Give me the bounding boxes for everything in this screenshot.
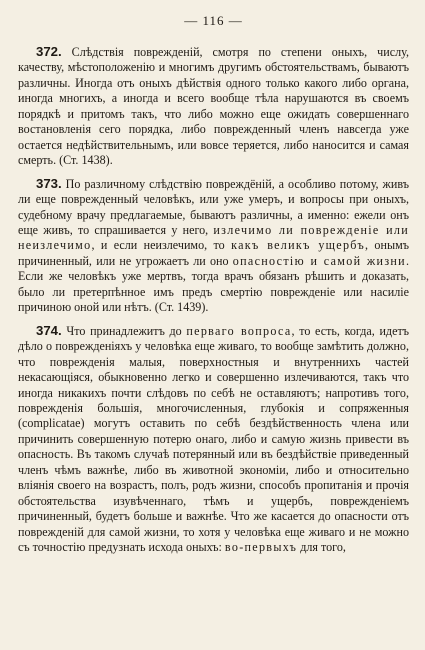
paragraph-text [18, 45, 409, 167]
text-segment: ) могутъ оставить по себѣ бездѣйственность члена или причинить совершенную потерю онаго, либо и самую жизнь привести въ опасность. Въ такомъ случаѣ потерянный или въ бездѣйствіе приведенный членъ чѣмъ важнѣе, либо въ животной экономіи, либо и относительно вліянія своего на возрастъ, полъ, родъ жизни, способъ пропитанія и прочія обстоятельства изувѣченнаго, тѣмъ и ущербъ, поврежденіемъ причиненный, будетъ больше и важнѣе. Что же касается до опасности отъ поврежденій для самой жизни, то хотя у человѣка еще живаго и не можно съ точностію предузнать исхода оныхъ: [18, 416, 409, 555]
text-segment: , и если неизлечимо, то [91, 238, 232, 253]
paragraph-number: 372. [36, 44, 62, 59]
paragraph-text [18, 324, 409, 554]
text-segment: По различному слѣдствію повреждёній, а особливо потому, живъ ли еще поврежденный человѣкъ, или уже умеръ, и вопросы при оныхъ, судебному врачу предлагаемые, бываютъ различны, а именно: ежели онъ еще живъ, то спрашивается у него, [18, 176, 409, 237]
paragraph-number: 373. [36, 175, 62, 191]
paragraph-372 [18, 44, 409, 169]
text-segment: . Если же человѣкъ уже мертвъ, тогда врачъ обязанъ рѣшить и доказать, было ли претерпѣнное имъ предъ смертію поврежденіе или насиліе причиною оной или нѣтъ. (Ст. 1439). [18, 253, 409, 315]
spaced-emphasis-text: опасностію и самой жизни [232, 253, 406, 268]
paragraph-374 [18, 323, 409, 556]
spaced-emphasis-text: излечимо ли поврежденіе или неизлечимо [18, 222, 409, 253]
text-segment: для того, [297, 540, 346, 555]
spaced-emphasis-text: во-первыхъ [224, 540, 298, 555]
text-segment: , онымъ причиненный, или не угрожаетъ ли оно [18, 238, 409, 268]
spaced-emphasis-text: какъ великъ ущербъ [231, 238, 366, 253]
text-segment: Слѣдствія поврежденій, смотря по степени оныхъ, числу, качеству, мѣстоположенію и многимъ другимъ обстоятельствамъ, бываютъ различны. Иногда отъ оныхъ дѣйствія одного только какого либо органа, иногда многихъ, а иногда и всего вообще тѣла нарушаются въ своемъ порядкѣ и притомъ такъ, что либо можно еще ожидать совершеннаго востановленія сего порядка, либо поврежденный членъ навсегда уже остается недѣйствительнымъ, или вовсе теряется, либо наносится и самая смерть. (Ст. 1438). [18, 45, 409, 168]
spaced-emphasis-text: перваго вопроса [186, 323, 292, 338]
paragraph-373 [18, 176, 409, 316]
text-segment: , то есть, когда, идетъ дѣло о поврежденіяхъ у человѣка еще живаго, то вообще замѣтить должно, что поврежденія малыя, поверхностныя и внутреннихъ частей некасающіяся, обыкновенно легко и совершенно излечиваются, такъ что иногда никакихъ почти слѣдовъ по себѣ не оставляютъ; напротивъ того, поврежденія большія, многочисленныя, глубокія и сопряженныя ( [18, 323, 409, 431]
paragraph-number: 374. [36, 322, 62, 338]
page-number: — 116 — [184, 13, 243, 28]
text-segment: Что принадлежитъ до [66, 323, 187, 338]
paragraph-text [18, 177, 409, 315]
latin-term: complicatae [22, 416, 81, 431]
